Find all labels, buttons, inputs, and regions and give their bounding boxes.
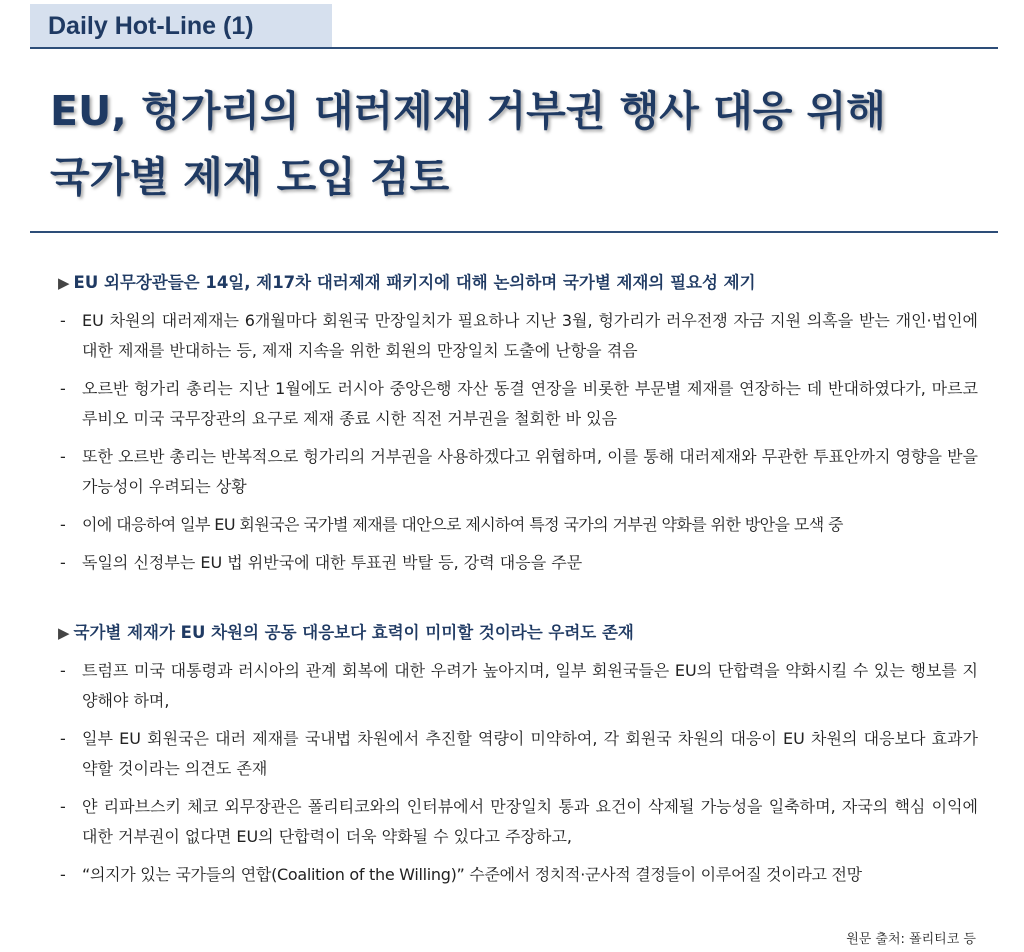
list-item [58, 548, 978, 578]
list-item-text: 오르반 헝가리 총리는 지난 1월에도 러시아 중앙은행 자산 동결 연장을 비롯한 부문별 제재를 연장하는 데 반대하였다가, 마르코 루비오 미국 국무장관의 요구로 제재 종료 시한 직전 거부권을 철회한 바 있음 [82, 379, 978, 428]
page-title [50, 78, 990, 210]
section-heading [58, 268, 978, 298]
list-item [58, 792, 978, 852]
section-heading-text: EU 외무장관들은 14일, 제17차 대러제재 패키지에 대해 논의하며 국가별 제재의 필요성 제기 [73, 273, 756, 292]
dash-icon: - [60, 379, 66, 398]
triangle-bullet-icon: ▶ [58, 274, 70, 292]
list-item [58, 510, 978, 540]
dash-icon: - [60, 661, 66, 680]
title-line-1: EU, 헝가리의 대러제재 거부권 행사 대응 위해 [50, 87, 886, 135]
dash-icon: - [60, 447, 66, 466]
dash-icon: - [60, 865, 66, 884]
top-divider [30, 47, 998, 49]
source-note: 원문 출처: 폴리티코 등 [846, 932, 976, 947]
section-1 [58, 268, 978, 578]
list-item-text: 또한 오르반 총리는 반복적으로 헝가리의 거부권을 사용하겠다고 위협하며, 이를 통해 대러제재와 무관한 투표안까지 영향을 받을 가능성이 우려되는 상황 [82, 447, 978, 496]
list-item [58, 656, 978, 716]
triangle-bullet-icon: ▶ [58, 624, 70, 642]
dash-icon: - [60, 553, 66, 572]
title-divider [30, 231, 998, 233]
list-item [58, 724, 978, 784]
list-item [58, 860, 978, 890]
section-heading [58, 618, 978, 648]
list-item-text: 일부 EU 회원국은 대러 제재를 국내법 차원에서 추진할 역량이 미약하여, 각 회원국 차원의 대응이 EU 차원의 대응보다 효과가 약할 것이라는 의견도 존재 [82, 729, 978, 778]
list-item [58, 374, 978, 434]
dash-icon: - [60, 515, 66, 534]
list-item-text: 트럼프 미국 대통령과 러시아의 관계 회복에 대한 우려가 높아지며, 일부 회원국들은 EU의 단합력을 약화시킬 수 있는 행보를 지양해야 하며, [82, 661, 978, 710]
section-heading-text: 국가별 제재가 EU 차원의 공동 대응보다 효력이 미미할 것이라는 우려도 존재 [73, 623, 634, 642]
series-tag: Daily Hot-Line (1) [30, 4, 332, 48]
section-2 [58, 618, 978, 890]
dash-icon: - [60, 311, 66, 330]
dash-icon: - [60, 729, 66, 748]
list-item [58, 442, 978, 502]
dash-icon: - [60, 797, 66, 816]
title-line-2: 국가별 제재 도입 검토 [50, 153, 450, 201]
list-item-text: “의지가 있는 국가들의 연합(Coalition of the Willing)” 수준에서 정치적·군사적 결정들이 이루어질 것이라고 전망 [82, 865, 862, 884]
list-item-text: 얀 리파브스키 체코 외무장관은 폴리티코와의 인터뷰에서 만장일치 통과 요건이 삭제될 가능성을 일축하며, 자국의 핵심 이익에 대한 거부권이 없다면 EU의 단합력이 더욱 약화될 수 있다고 주장하고, [82, 797, 978, 846]
list-item [58, 306, 978, 366]
list-item-text: EU 차원의 대러제재는 6개월마다 회원국 만장일치가 필요하나 지난 3월, 헝가리가 러우전쟁 자금 지원 의혹을 받는 개인·법인에 대한 제재를 반대하는 등, 제재 지속을 위한 회원의 만장일치 도출에 난항을 겪음 [82, 311, 978, 360]
list-item-text: 이에 대응하여 일부 EU 회원국은 국가별 제재를 대안으로 제시하여 특정 국가의 거부권 약화를 위한 방안을 모색 중 [82, 515, 843, 534]
list-item-text: 독일의 신정부는 EU 법 위반국에 대한 투표권 박탈 등, 강력 대응을 주문 [82, 553, 583, 572]
